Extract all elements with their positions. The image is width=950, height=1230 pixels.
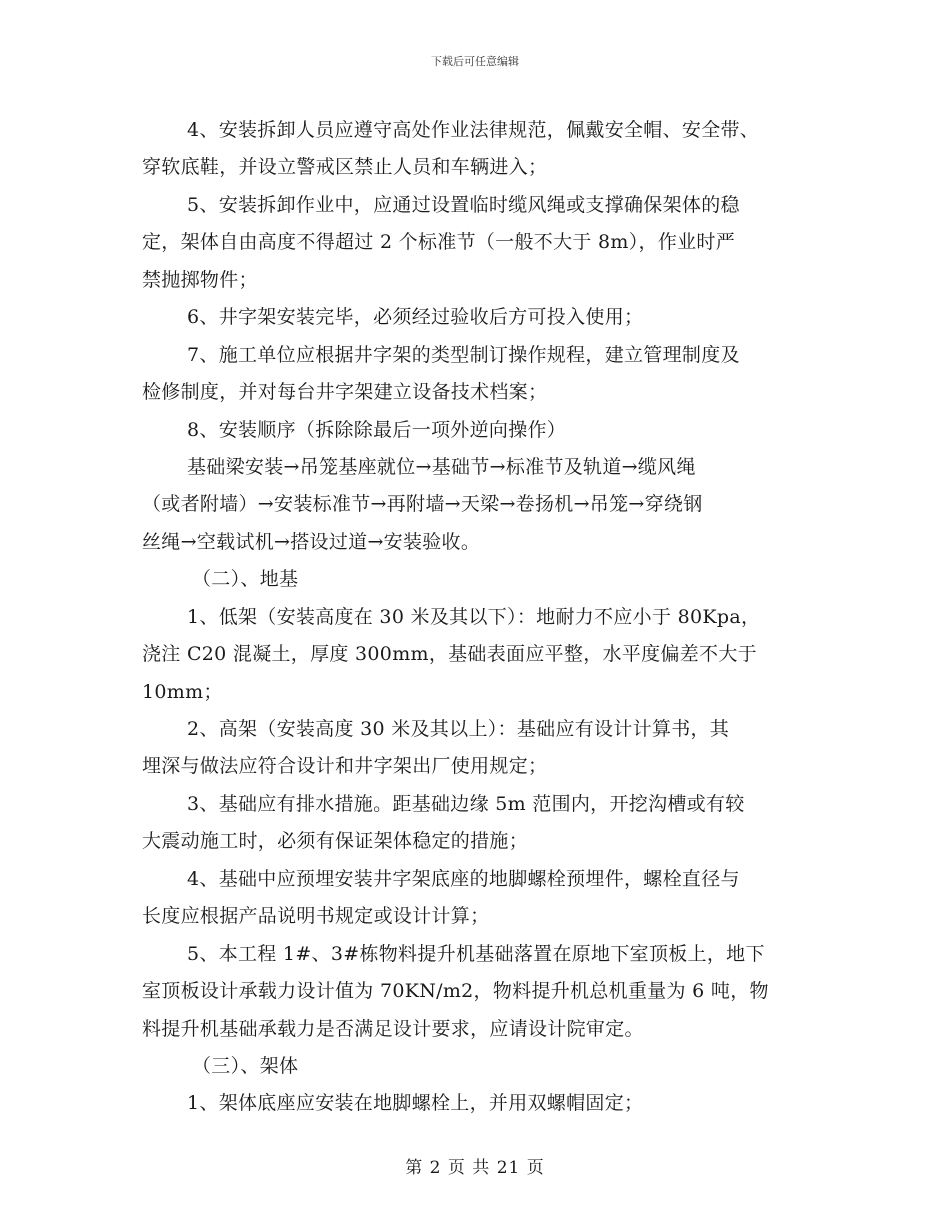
paragraph-line: 穿软底鞋，并设立警戒区禁止人员和车辆进入； [142, 156, 548, 179]
paragraph-line: 禁抛掷物件； [142, 268, 258, 291]
document-body [142, 112, 822, 1123]
page-number: 第 2 页 共 21 页 [405, 1158, 545, 1178]
page-header: 下载后可任意编辑 [431, 55, 519, 68]
paragraph-line: 长度应根据产品说明书规定或设计计算； [142, 905, 490, 928]
paragraph-line: 2、高架（安装高度 30 米及其以上）：基础应有设计计算书，其 [187, 718, 730, 740]
section-heading: （三）、架体 [192, 1054, 299, 1077]
paragraph-line: 1、低架（安装高度在 30 米及其以下）：地耐力不应小于 80Kpa， [187, 605, 761, 628]
paragraph-line: 料提升机基础承载力是否满足设计要求，应请设计院审定。 [142, 1017, 644, 1040]
section-heading: （二）、地基 [192, 568, 299, 591]
paragraph-line: 浇注 C20 混凝土，厚度 300mm，基础表面应平整，水平度偏差不大于 [142, 643, 757, 666]
paragraph-line: 埋深与做法应符合设计和井字架出厂使用规定； [142, 755, 548, 778]
paragraph-line: （或者附墙）→安装标准节→再附墙→天梁→卷扬机→吊笼→穿绕钢 [142, 493, 703, 516]
paragraph-line: 5、本工程 1#、3#栋物料提升机基础落置在原地下室顶板上，地下 [187, 942, 765, 965]
paragraph-line: 4、基础中应预埋安装井字架底座的地脚螺栓预埋件，螺栓直径与 [187, 867, 740, 890]
paragraph-line: 丝绳→空载试机→搭设过道→安装验收。 [142, 530, 481, 553]
paragraph-line: 检修制度，并对每台井字架建立设备技术档案； [142, 381, 548, 404]
paragraph-line: 7、施工单位应根据井字架的类型制订操作规程，建立管理制度及 [187, 343, 740, 366]
paragraph-line: 1、架体底座应安装在地脚螺栓上，并用双螺帽固定； [187, 1092, 644, 1115]
paragraph-line: 6、井字架安装完毕，必须经过验收后方可投入使用； [187, 306, 644, 329]
paragraph-line: 8、安装顺序（拆除除最后一项外逆向操作） [187, 418, 567, 441]
paragraph-line: 基础梁安装→吊笼基座就位→基础节→标准节及轨道→缆风绳 [187, 455, 696, 478]
paragraph-line: 定，架体自由高度不得超过 2 个标准节（一般不大于 8m），作业时严 [142, 231, 736, 254]
paragraph-line: 10mm； [142, 680, 223, 703]
paragraph-line: 3、基础应有排水措施。距基础边缘 5m 范围内，开挖沟槽或有较 [187, 792, 745, 815]
paragraph-line: 5、安装拆卸作业中，应通过设置临时缆风绳或支撑确保架体的稳 [187, 193, 740, 216]
paragraph-line: 4、安装拆卸人员应遵守高处作业法律规范，佩戴安全帽、安全带、 [187, 119, 760, 141]
paragraph-line: 大震动施工时，必须有保证架体稳定的措施； [142, 830, 529, 853]
paragraph-line: 室顶板设计承载力设计值为 70KN/m2，物料提升机总机重量为 6 吨，物 [142, 980, 769, 1003]
